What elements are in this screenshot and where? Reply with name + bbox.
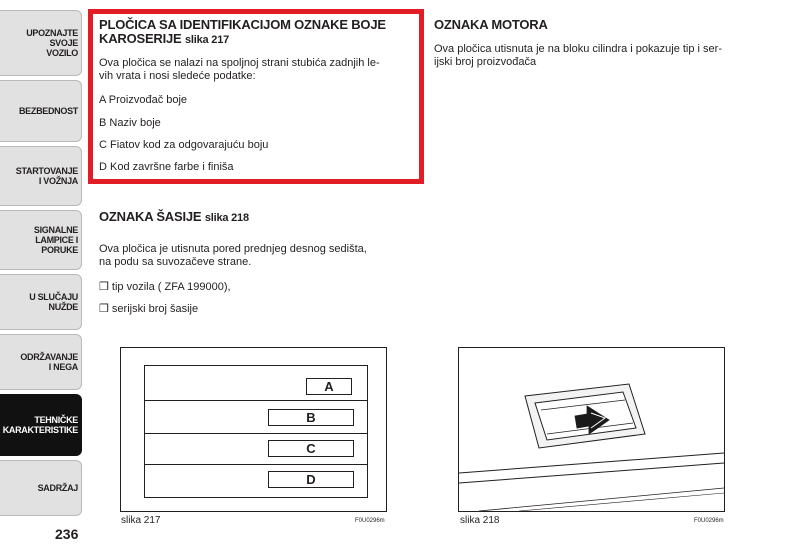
page-number: 236 xyxy=(55,526,79,542)
section2-figure-ref: slika 218 xyxy=(204,212,249,224)
tab-signalne-lampice[interactable]: SIGNALNE LAMPICE I PORUKE xyxy=(0,210,82,270)
figure-217-caption: slika 217 xyxy=(121,515,161,526)
tab-odrzavanje-i-nega[interactable]: ODRŽAVANJE I NEGA xyxy=(0,334,82,390)
plate-label-a: A xyxy=(306,378,352,395)
plate-divider xyxy=(144,400,368,401)
section2-text: Ova pločica je utisnuta pored prednjeg desnog sedišta, na podu sa suvozačeve strane. xyxy=(99,243,367,268)
section2-item-vehicle-type: ❒ tip vozila ( ZFA 199000), xyxy=(99,281,231,293)
plate-divider xyxy=(144,464,368,465)
plate-label-c: C xyxy=(268,440,354,457)
figure-217-code: F0U0296m xyxy=(355,518,385,524)
section1-item-a: A Proizvođač boje xyxy=(99,94,188,106)
chapter-sidebar xyxy=(0,0,83,549)
chassis-plate-illustration xyxy=(459,348,724,511)
section1-title: PLOČICA SA IDENTIFIKACIJOM OZNAKE BOJE KAROSERIJE slika 217 xyxy=(99,17,386,46)
section1-figure-ref: slika 217 xyxy=(184,34,230,46)
section3-title: OZNAKA MOTORA xyxy=(434,17,548,32)
tab-sadrzaj[interactable]: SADRŽAJ xyxy=(0,460,82,516)
tab-bezbednost[interactable]: BEZBEDNOST xyxy=(0,80,82,142)
section1-item-b: B Naziv boje xyxy=(99,117,161,129)
section3-text: Ova pločica utisnuta je na bloku cilindra i pokazuje tip i ser- ijski broj proizvođača xyxy=(434,43,722,68)
section1-intro: Ova pločica se nalazi na spoljnoj strani stubića zadnjih le- vih vrata i nosi sledeće podatke: xyxy=(99,57,380,82)
tab-tehnicke-karakteristike[interactable]: TEHNIČKE KARAKTERISTIKE xyxy=(0,394,82,456)
section1-item-d: D Kod završne farbe i finiša xyxy=(99,161,234,173)
floor-line xyxy=(519,493,724,511)
tab-upoznajte-svoje-vozilo[interactable]: UPOZNAJTE SVOJE VOZILO xyxy=(0,10,82,76)
floor-line xyxy=(459,453,724,473)
plate-label-b: B xyxy=(268,409,354,426)
figure-218-caption: slika 218 xyxy=(460,515,500,526)
tab-u-slucaju-nuzde[interactable]: U SLUČAJU NUŽDE xyxy=(0,274,82,330)
figure-218-code: F0U0296m xyxy=(694,518,724,524)
floor-line xyxy=(459,463,724,483)
floor-line xyxy=(479,488,724,511)
section2-title: OZNAKA ŠASIJE slika 218 xyxy=(99,209,249,224)
tab-startovanje-i-voznja[interactable]: STARTOVANJE I VOŽNJA xyxy=(0,146,82,206)
section1-item-c: C Fiatov kod za odgovarajuću boju xyxy=(99,139,269,151)
section2-item-serial: ❒ serijski broj šasije xyxy=(99,303,199,315)
plate-divider xyxy=(144,433,368,434)
plate-label-d: D xyxy=(268,471,354,488)
